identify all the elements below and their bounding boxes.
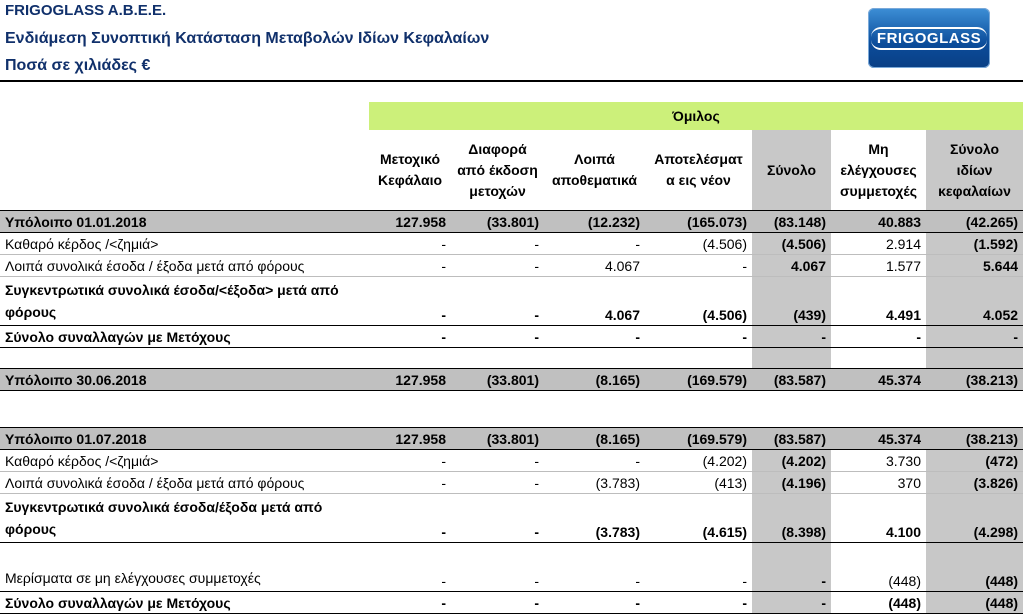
cell: - xyxy=(369,450,451,472)
cell: (165.073) xyxy=(645,211,752,233)
cell: (38.213) xyxy=(926,369,1023,391)
cell: - xyxy=(451,472,544,494)
units-note: Ποσά σε χιλιάδες € xyxy=(5,57,151,74)
table-row xyxy=(0,277,1023,326)
cell: (4.196) xyxy=(752,472,831,494)
spacer-row xyxy=(0,391,1023,428)
cell: - xyxy=(451,450,544,472)
cell: (33.801) xyxy=(451,428,544,450)
cell: (1.592) xyxy=(926,233,1023,255)
cell: - xyxy=(544,592,645,614)
cell: - xyxy=(451,494,544,543)
row-label: Συγκεντρωτικά συνολικά έσοδα/έξοδα μετά από φόρους xyxy=(0,494,369,543)
cell: - xyxy=(451,233,544,255)
cell: - xyxy=(645,255,752,277)
row-label: Καθαρό κέρδος /<ζημιά> xyxy=(0,233,369,255)
col-header: Διαφορά από έκδοση μετοχών xyxy=(457,140,538,199)
cell: (8.165) xyxy=(544,369,645,391)
cell: - xyxy=(645,543,752,592)
spacer-row xyxy=(0,348,1023,369)
company-name: FRIGOGLASS A.B.E.E. xyxy=(5,2,167,19)
logo-text: FRIGOGLASS xyxy=(871,27,987,50)
cell: (8.165) xyxy=(544,428,645,450)
cell: - xyxy=(831,326,926,348)
cell: - xyxy=(752,543,831,592)
cell: (472) xyxy=(926,450,1023,472)
table-row xyxy=(0,450,1023,472)
report-title: Ενδιάμεση Συνοπτική Κατάσταση Μεταβολών Ιδίων Κεφαλαίων xyxy=(5,30,490,47)
group-label: Όμιλος xyxy=(369,102,1023,130)
table-row xyxy=(0,494,1023,543)
cell: (4.202) xyxy=(752,450,831,472)
cell: (33.801) xyxy=(451,211,544,233)
table-row xyxy=(0,369,1023,391)
table-row xyxy=(0,233,1023,255)
cell: - xyxy=(451,592,544,614)
cell: 370 xyxy=(831,472,926,494)
cell: - xyxy=(369,255,451,277)
cell: 45.374 xyxy=(831,428,926,450)
row-label: Υπόλοιπο 30.06.2018 xyxy=(0,369,369,391)
cell: - xyxy=(544,450,645,472)
cell: (4.506) xyxy=(645,277,752,326)
cell: 5.644 xyxy=(926,255,1023,277)
cell: (83.587) xyxy=(752,369,831,391)
row-label: Σύνολο συναλλαγών με Μετόχους xyxy=(0,326,369,348)
cell: 4.067 xyxy=(544,277,645,326)
cell: 4.491 xyxy=(831,277,926,326)
column-header-row xyxy=(0,130,1023,211)
row-label: Μερίσματα σε μη ελέγχουσες συμμετοχές xyxy=(0,543,369,592)
col-header: Αποτελέσματ α εις νέον xyxy=(654,151,743,188)
row-label: Υπόλοιπο 01.01.2018 xyxy=(0,211,369,233)
cell: 40.883 xyxy=(831,211,926,233)
cell: 127.958 xyxy=(369,428,451,450)
cell: (83.148) xyxy=(752,211,831,233)
col-header: Μετοχικό Κεφάλαιο xyxy=(377,151,443,188)
table-row xyxy=(0,211,1023,233)
row-label: Συγκεντρωτικά συνολικά έσοδα/<έξοδα> μετά από φόρους xyxy=(0,277,369,326)
col-header: Σύνολο xyxy=(752,130,831,211)
cell: - xyxy=(544,543,645,592)
table-row xyxy=(0,592,1023,614)
row-label: Υπόλοιπο 01.07.2018 xyxy=(0,428,369,450)
col-header: Μη ελέγχουσες συμμετοχές xyxy=(839,140,918,199)
cell: - xyxy=(369,277,451,326)
cell: - xyxy=(645,592,752,614)
cell: (42.265) xyxy=(926,211,1023,233)
cell: - xyxy=(451,326,544,348)
table-row xyxy=(0,255,1023,277)
cell: (413) xyxy=(645,472,752,494)
table-row xyxy=(0,543,1023,592)
cell: (83.587) xyxy=(752,428,831,450)
cell: - xyxy=(369,494,451,543)
cell: 2.914 xyxy=(831,233,926,255)
row-label: Λοιπά συνολικά έσοδα / έξοδα μετά από φόρους xyxy=(0,472,369,494)
cell: - xyxy=(369,592,451,614)
row-label: Λοιπά συνολικά έσοδα / έξοδα μετά από φόρους xyxy=(0,255,369,277)
cell: 4.100 xyxy=(831,494,926,543)
table-row xyxy=(0,428,1023,450)
cell: (38.213) xyxy=(926,428,1023,450)
cell: - xyxy=(369,472,451,494)
cell: - xyxy=(752,592,831,614)
cell: (12.232) xyxy=(544,211,645,233)
cell: - xyxy=(451,277,544,326)
cell: (169.579) xyxy=(645,428,752,450)
cell: 4.052 xyxy=(926,277,1023,326)
cell: (8.398) xyxy=(752,494,831,543)
cell: (4.506) xyxy=(752,233,831,255)
cell: 1.577 xyxy=(831,255,926,277)
cell: (4.298) xyxy=(926,494,1023,543)
cell: (3.826) xyxy=(926,472,1023,494)
cell: (448) xyxy=(926,592,1023,614)
cell: - xyxy=(752,326,831,348)
cell: - xyxy=(369,233,451,255)
cell: (448) xyxy=(831,543,926,592)
equity-changes-table xyxy=(0,102,1023,614)
frigoglass-logo xyxy=(868,8,990,68)
cell: - xyxy=(369,326,451,348)
cell: (448) xyxy=(926,543,1023,592)
cell: (3.783) xyxy=(544,472,645,494)
group-header-row xyxy=(0,102,1023,130)
row-label: Καθαρό κέρδος /<ζημιά> xyxy=(0,450,369,472)
cell: - xyxy=(645,326,752,348)
row-label: Σύνολο συναλλαγών με Μετόχους xyxy=(0,592,369,614)
cell: 4.067 xyxy=(544,255,645,277)
cell: (4.202) xyxy=(645,450,752,472)
cell: 3.730 xyxy=(831,450,926,472)
cell: (4.506) xyxy=(645,233,752,255)
cell: (448) xyxy=(831,592,926,614)
cell: 127.958 xyxy=(369,211,451,233)
header-divider xyxy=(0,80,1023,82)
cell: 127.958 xyxy=(369,369,451,391)
table-row xyxy=(0,326,1023,348)
table-row xyxy=(0,472,1023,494)
cell: 4.067 xyxy=(752,255,831,277)
cell: - xyxy=(451,255,544,277)
cell: - xyxy=(926,326,1023,348)
cell: - xyxy=(544,233,645,255)
cell: (4.615) xyxy=(645,494,752,543)
cell: (3.783) xyxy=(544,494,645,543)
cell: 45.374 xyxy=(831,369,926,391)
col-header: Λοιπά αποθεματικά xyxy=(552,151,637,188)
cell: (33.801) xyxy=(451,369,544,391)
cell: (439) xyxy=(752,277,831,326)
col-header: Σύνολο ιδίων κεφαλαίων xyxy=(926,130,1023,211)
cell: - xyxy=(369,543,451,592)
cell: - xyxy=(451,543,544,592)
cell: - xyxy=(544,326,645,348)
cell: (169.579) xyxy=(645,369,752,391)
